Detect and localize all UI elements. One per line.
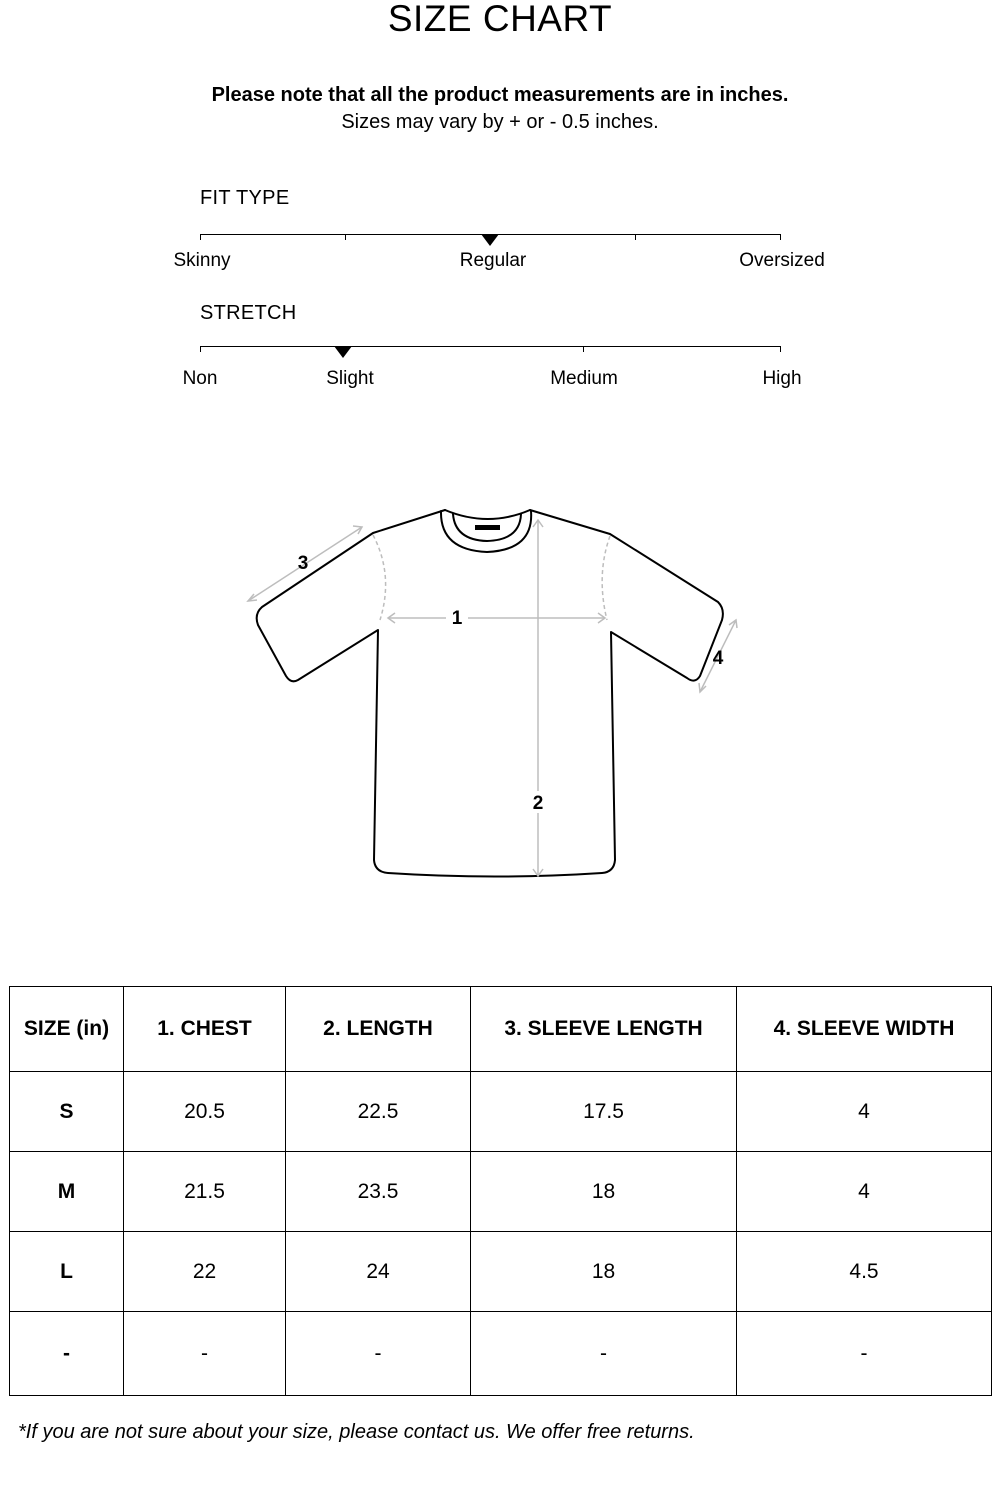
table-row bbox=[10, 1072, 992, 1152]
cell-sleeve-length: 18 bbox=[471, 1152, 737, 1232]
cell-size: - bbox=[10, 1312, 124, 1396]
fit-type-label-oversized: Oversized bbox=[739, 250, 825, 271]
fit-type-label-regular: Regular bbox=[459, 250, 527, 271]
table-row bbox=[10, 1152, 992, 1232]
table-row bbox=[10, 1232, 992, 1312]
stretch-marker-icon bbox=[334, 346, 352, 358]
stretch-title: STRETCH bbox=[200, 302, 297, 324]
footer-note: *If you are not sure about your size, please contact us. We offer free returns. bbox=[18, 1421, 695, 1443]
measurement-note: Please note that all the product measurements are in inches. bbox=[211, 84, 789, 106]
header-chest: 1. CHEST bbox=[124, 987, 286, 1072]
cell-chest: - bbox=[124, 1312, 286, 1396]
cell-chest: 21.5 bbox=[124, 1152, 286, 1232]
cell-chest: 20.5 bbox=[124, 1072, 286, 1152]
cell-size: L bbox=[10, 1232, 124, 1312]
marker-4: 4 bbox=[712, 648, 724, 669]
label-tag bbox=[475, 525, 500, 530]
header-size: SIZE (in) bbox=[10, 987, 124, 1072]
cell-sleeve-length: - bbox=[471, 1312, 737, 1396]
cell-sleeve-width: 4 bbox=[737, 1152, 992, 1232]
fit-type-label-skinny: Skinny bbox=[173, 250, 231, 271]
marker-1: 1 bbox=[451, 608, 463, 629]
cell-chest: 22 bbox=[124, 1232, 286, 1312]
tshirt-diagram bbox=[200, 480, 800, 900]
header-sleeve-width: 4. SLEEVE WIDTH bbox=[737, 987, 992, 1072]
cell-sleeve-width: 4 bbox=[737, 1072, 992, 1152]
tshirt-outline bbox=[257, 510, 723, 877]
cell-length: 24 bbox=[286, 1232, 471, 1312]
stretch-label-slight: Slight bbox=[326, 368, 374, 389]
collar-outer bbox=[445, 510, 530, 519]
cell-sleeve-width: - bbox=[737, 1312, 992, 1396]
collar-ring-outer bbox=[441, 511, 531, 552]
stretch-label-medium: Medium bbox=[550, 368, 618, 389]
fit-type-title: FIT TYPE bbox=[200, 187, 290, 209]
cell-length: 22.5 bbox=[286, 1072, 471, 1152]
header-sleeve-length: 3. SLEEVE LENGTH bbox=[471, 987, 737, 1072]
marker-2: 2 bbox=[532, 793, 544, 814]
table-header-row bbox=[10, 987, 992, 1072]
marker-3: 3 bbox=[297, 553, 309, 574]
cell-size: M bbox=[10, 1152, 124, 1232]
size-table bbox=[9, 986, 992, 1396]
fit-type-marker-icon bbox=[481, 234, 499, 246]
stretch-label-non: Non bbox=[182, 368, 218, 389]
cell-size: S bbox=[10, 1072, 124, 1152]
cell-sleeve-length: 18 bbox=[471, 1232, 737, 1312]
header-length: 2. LENGTH bbox=[286, 987, 471, 1072]
variance-note: Sizes may vary by + or - 0.5 inches. bbox=[341, 111, 659, 133]
stretch-label-high: High bbox=[762, 368, 802, 389]
cell-length: - bbox=[286, 1312, 471, 1396]
cell-sleeve-width: 4.5 bbox=[737, 1232, 992, 1312]
cell-length: 23.5 bbox=[286, 1152, 471, 1232]
table-row bbox=[10, 1312, 992, 1396]
page-title: SIZE CHART bbox=[387, 0, 613, 39]
cell-sleeve-length: 17.5 bbox=[471, 1072, 737, 1152]
